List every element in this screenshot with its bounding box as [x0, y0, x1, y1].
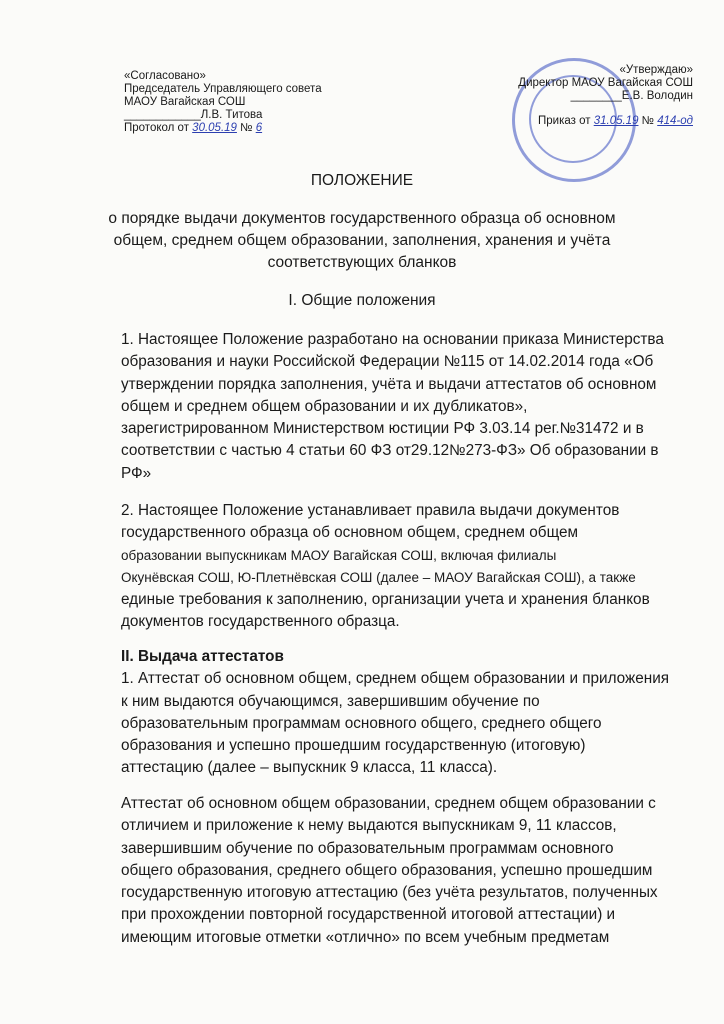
text-line: отличием и приложение к нему выдаются выпускникам 9, 11 классов,: [121, 817, 617, 835]
text-line: РФ»: [121, 464, 152, 482]
council-org: МАОУ Вагайская СОШ: [124, 96, 246, 108]
text-line: общем и среднем общем образовании и их дубликатов»,: [121, 397, 528, 415]
document-title: ПОЛОЖЕНИЕ: [310, 172, 414, 189]
number-label: №: [240, 122, 253, 134]
text-line: 2. Настоящее Положение устанавливает правила выдачи документов: [121, 502, 620, 519]
paragraph-2: [121, 500, 650, 634]
paragraph-4: [121, 793, 658, 949]
protocol-label: Протокол от: [124, 122, 189, 134]
text-line: Окунёвская СОШ, Ю-Плетнёвская СОШ (далее – МАОУ Вагайская СОШ), а также: [121, 569, 636, 585]
director-name: Е.В. Володин: [621, 90, 693, 102]
text-line: общего образования, среднего общего образования, успешно прошедшим: [121, 861, 653, 879]
text-line: 1. Настоящее Положение разработано на основании приказа Министерства: [121, 331, 664, 348]
text-line: имеющим итоговые отметки «отлично» по всем учебным предметам: [121, 928, 610, 946]
text-line: завершившим обучение по образовательным программам основного: [121, 839, 614, 857]
text-line: Аттестат об основном общем образовании, среднем общем образовании с: [121, 795, 656, 812]
subtitle-line: соответствующих бланков: [267, 254, 457, 271]
text-line: образования и успешно прошедшим государственную (итоговую): [121, 737, 586, 755]
section-2-title: II. Выдача аттестатов: [121, 648, 284, 665]
text-line: к ним выдаются обучающимся, завершившим обучение по: [121, 692, 540, 710]
text-line: зарегистрированном Министерством юстиции РФ 3.03.14 рег.№31472 и в: [121, 420, 644, 438]
section-2: [121, 646, 669, 780]
text-line: аттестацию (далее – выпускник 9 класса, 11 класса).: [121, 759, 498, 777]
section-1-title: I. Общие положения: [288, 292, 436, 309]
text-line: образования и науки Российской Федерации №115 от 14.02.2014 года «Об: [121, 353, 654, 371]
subtitle-line: общем, среднем общем образовании, заполнения, хранения и учёта: [113, 232, 611, 249]
text-line: единые требования к заполнению, организации учета и хранения бланков: [121, 591, 650, 609]
text-line: соответствии с частью 4 статьи 60 ФЗ от29.12№273-ФЗ» Об образовании в: [121, 442, 659, 460]
protocol-line: [124, 122, 322, 135]
approval-block: [503, 64, 693, 128]
order-date: 31.05.19: [593, 115, 639, 127]
text-line: образовательным программам основного общего, среднего общего: [121, 714, 602, 732]
text-line: государственную итоговую аттестацию (без учёта результатов, полученных: [121, 884, 658, 902]
council-signature-line: ____________Л.В. Титова: [124, 109, 263, 121]
approved-label: «Утверждаю»: [619, 64, 693, 76]
director-position: Директор МАОУ Вагайская СОШ: [518, 77, 693, 89]
paragraph-1: [121, 329, 664, 485]
order-label: Приказ от: [537, 115, 591, 127]
agreement-block: [124, 70, 322, 135]
text-line: при прохождении повторной государственной итоговой аттестации) и: [121, 906, 616, 924]
agreed-label: «Согласовано»: [124, 70, 206, 82]
order-line: [503, 115, 693, 128]
text-line: утверждении порядка заполнения, учёта и выдачи аттестатов об основном: [121, 375, 657, 393]
text-line: образовании выпускникам МАОУ Вагайская СОШ, включая филиалы: [121, 547, 557, 563]
order-number: 414-од: [657, 115, 693, 127]
text-line: 1. Аттестат об основном общем, среднем общем образовании и приложения: [121, 670, 670, 688]
protocol-number: 6: [255, 122, 263, 134]
protocol-date: 30.05.19: [192, 122, 237, 134]
order-number-label: №: [641, 115, 655, 127]
text-line: документов государственного образца.: [121, 613, 400, 631]
document-subtitle: [0, 208, 724, 274]
council-chair-name: Л.В. Титова: [200, 109, 263, 121]
council-position: Председатель Управляющего совета: [124, 83, 322, 95]
text-line: государственного образца об основном общем, среднем общем: [121, 524, 579, 542]
subtitle-line: о порядке выдачи документов государственного образца об основном: [108, 210, 616, 227]
director-signature-line: ________Е.В. Володин: [570, 90, 693, 102]
